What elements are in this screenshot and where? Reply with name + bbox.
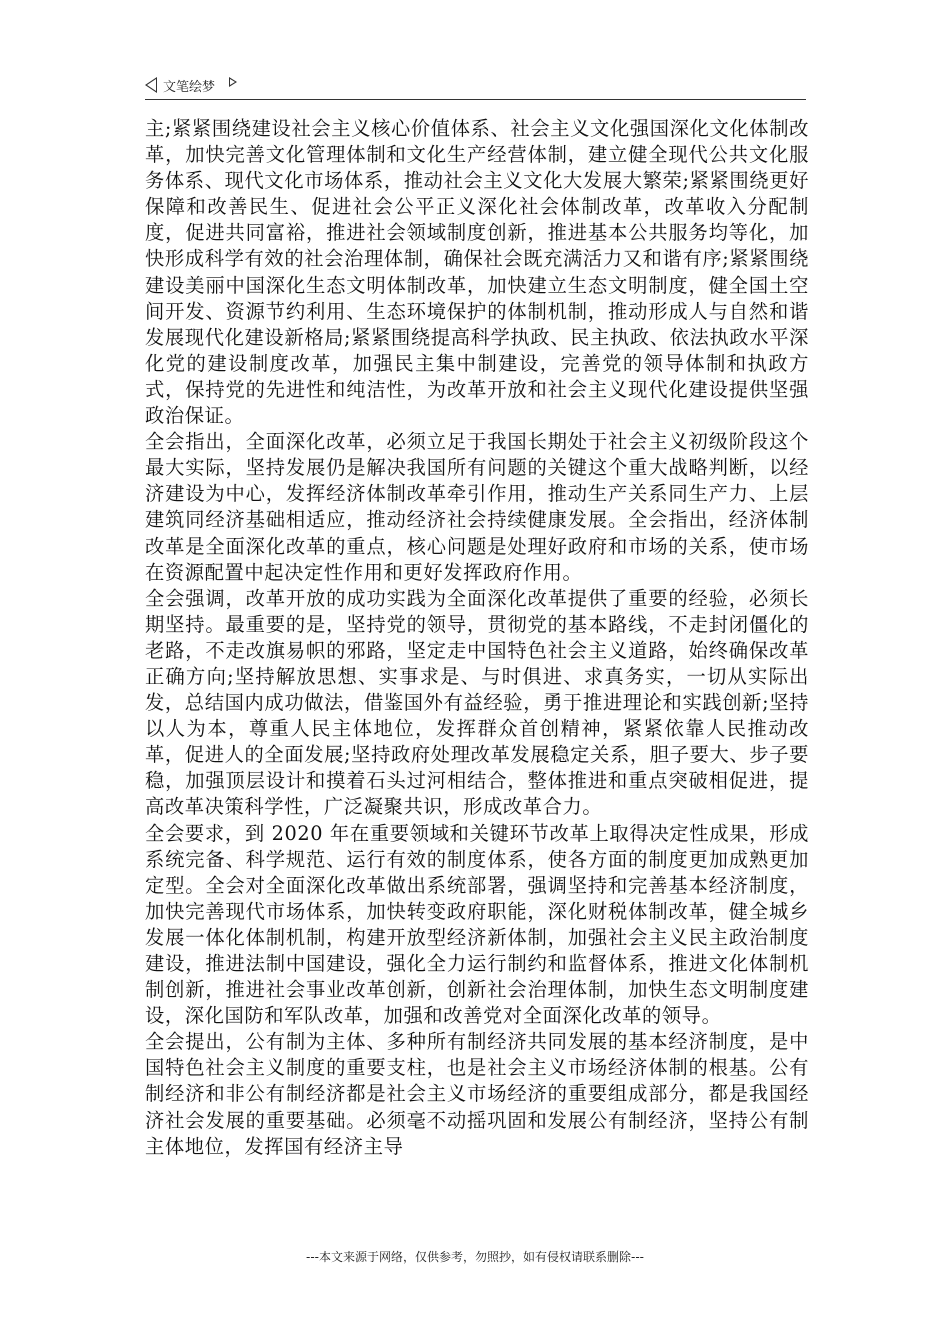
page-header <box>145 74 237 96</box>
header-title: 文笔绘梦 <box>163 79 216 95</box>
paragraph: 主;紧紧围绕建设社会主义核心价值体系、社会主义文化强国深化文化体制改革，加快完善文化管理体制和文化生产经营体制，建立健全现代公共文化服务体系、现代文化市场体系，推动社会主义文化大发展大繁荣;紧紧围绕更好保障和改善民生、促进社会公平正义深化社会体制改革，改革收入分配制度，促进共同富裕，推进社会领域制度创新，推进基本公共服务均等化，加快形成科学有效的社会治理体制，确保社会既充满活力又和谐有序;紧紧围绕建设美丽中国深化生态文明体制改革，加快建立生态文明制度，健全国土空间开发、资源节约利用、生态环境保护的体制机制，推动形成人与自然和谐发展现代化建设新格局;紧紧围绕提高科学执政、民主执政、依法执政水平深化党的建设制度改革，加强民主集中制建设，完善党的领导体制和执政方式，保持党的先进性和纯洁性，为改革开放和社会主义现代化建设提供坚强政治保证。 <box>145 117 809 428</box>
triangle-left-icon <box>145 77 157 93</box>
paragraph: 全会指出，全面深化改革，必须立足于我国长期处于社会主义初级阶段这个最大实际，坚持发展仍是解决我国所有问题的关键这个重大战略判断，以经济建设为中心，发挥经济体制改革牵引作用，推动生产关系同生产力、上层建筑同经济基础相适应，推动经济社会持续健康发展。全会指出，经济体制改革是全面深化改革的重点，核心问题是处理好政府和市场的关系，使市场在资源配置中起决定性作用和更好发挥政府作用。 <box>145 430 809 584</box>
header-divider <box>145 99 806 100</box>
triangle-right-icon <box>229 77 237 87</box>
document-body <box>145 116 809 1160</box>
paragraph: 全会提出，公有制为主体、多种所有制经济共同发展的基本经济制度，是中国特色社会主义制度的重要支柱，也是社会主义市场经济体制的根基。公有制经济和非公有制经济都是社会主义市场经济的重要组成部分，都是我国经济社会发展的重要基础。必须毫不动摇巩固和发展公有制经济，坚持公有制主体地位，发挥国有经济主导 <box>145 1030 809 1158</box>
paragraph: 全会要求，到 2020 年在重要领域和关键环节改革上取得决定性成果，形成系统完备、科学规范、运行有效的制度体系，使各方面的制度更加成熟更加定型。全会对全面深化改革做出系统部署，强调坚持和完善基本经济制度，加快完善现代市场体系，加快转变政府职能，深化财税体制改革，健全城乡发展一体化体制机制，构建开放型经济新体制，加强社会主义民主政治制度建设，推进法制中国建设，强化全力运行制约和监督体系，推进文化体制机制创新，推进社会事业改革创新，创新社会治理体制，加快生态文明制度建设，深化国防和军队改革，加强和改善党对全面深化改革的领导。 <box>145 821 809 1028</box>
paragraph: 全会强调，改革开放的成功实践为全面深化改革提供了重要的经验，必须长期坚持。最重要的是，坚持党的领导，贯彻党的基本路线，不走封闭僵化的老路，不走改旗易帜的邪路，坚定走中国特色社会主义道路，始终确保改革正确方向;坚持解放思想、实事求是、与时俱进、求真务实，一切从实际出发，总结国内成功做法，借鉴国外有益经验，勇于推进理论和实践创新;坚持以人为本，尊重人民主体地位，发挥群众首创精神，紧紧依靠人民推动改革，促进人的全面发展;坚持政府处理改革发展稳定关系，胆子要大、步子要稳，加强顶层设计和摸着石头过河相结合，整体推进和重点突破相促进，提高改革决策科学性，广泛凝聚共识，形成改革合力。 <box>145 586 809 819</box>
page-footer: ---本文来源于网络，仅供参考，勿照抄，如有侵权请联系删除--- <box>306 1250 644 1264</box>
